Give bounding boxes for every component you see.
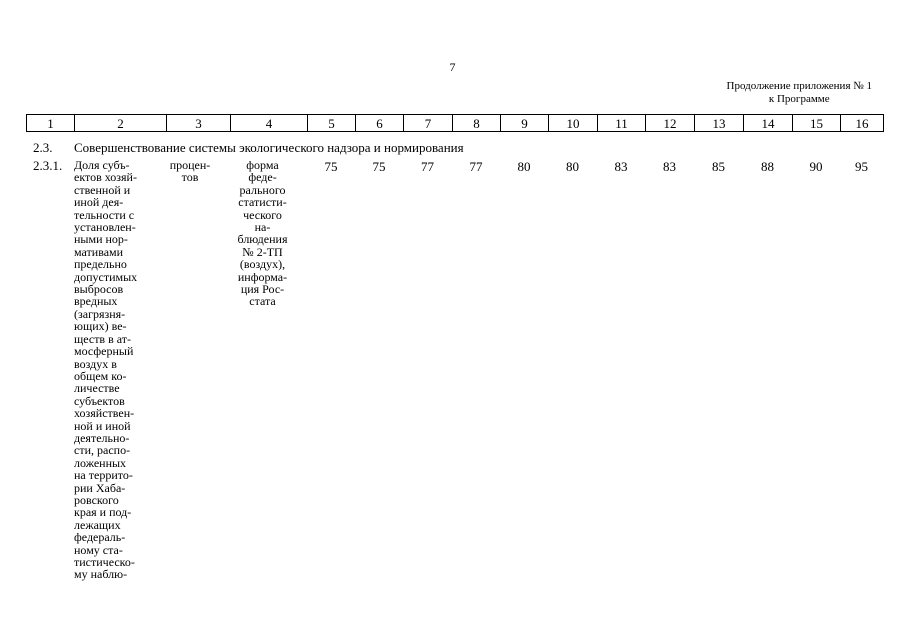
indicator-name-line: ственной и: [74, 182, 131, 197]
indicator-source-line: информа-: [237, 269, 288, 284]
indicator-unit-line: процен-: [169, 158, 211, 172]
header-cell: 2: [75, 115, 167, 132]
header-cell: 7: [404, 115, 453, 132]
indicator-value: 83: [663, 159, 676, 174]
indicator-name-line: тельности с: [74, 207, 135, 222]
header-cell: 4: [231, 115, 308, 132]
indicator-source-line: (воздух),: [239, 257, 286, 272]
indicator-value: 95: [855, 159, 868, 174]
indicator-name-line: субъектов: [74, 393, 125, 408]
indicator-name-line: ющих) ве-: [74, 319, 127, 334]
header-cell: 10: [549, 115, 598, 132]
indicator-number: 2.3.1.: [33, 158, 63, 173]
indicator-name-line: общем ко-: [74, 368, 127, 383]
continuation-line-2: к Программе: [768, 93, 830, 105]
indicator-source-line: № 2-ТП: [242, 244, 283, 259]
header-cell: 5: [308, 115, 356, 132]
indicator-value: 80: [566, 159, 579, 174]
indicator-value: 85: [712, 159, 725, 174]
indicator-name: [74, 159, 154, 581]
header-cell: 8: [453, 115, 501, 132]
page-number: 7: [449, 60, 456, 74]
indicator-value: 90: [809, 159, 823, 174]
continuation-line-1: Продолжение приложения № 1: [726, 80, 872, 92]
indicator-value: 75: [372, 159, 386, 174]
indicator-source-line: форма: [246, 158, 279, 172]
indicator-source-line: рального: [239, 182, 286, 197]
indicator-value: 75: [324, 159, 338, 174]
indicator-name-line: ному ста-: [74, 542, 123, 557]
indicator-name-line: федераль-: [74, 530, 126, 545]
indicator-source-line: феде-: [248, 170, 277, 185]
indicator-source-line: блюдения: [237, 232, 288, 247]
header-cell: 14: [744, 115, 793, 132]
indicator-name-line: лежащих: [74, 517, 121, 532]
indicator-name-line: рии Хаба-: [74, 480, 126, 495]
indicator-name-line: на террито-: [74, 468, 133, 483]
section-title: Совершенствование системы экологического надзора и нормирования: [74, 140, 464, 155]
indicator-source-line: стата: [249, 294, 276, 309]
section-number: 2.3.: [33, 140, 53, 155]
indicator-name-line: установлен-: [74, 220, 136, 235]
indicator-name-line: сти, распо-: [74, 443, 131, 458]
column-number-header: [26, 114, 884, 132]
indicator-name-line: ложенных: [74, 455, 127, 470]
indicator-name-line: ной и иной: [74, 418, 131, 433]
indicator-name-line: предельно: [74, 257, 127, 272]
indicator-name-line: допустимых: [74, 269, 138, 284]
header-cell: 12: [646, 115, 695, 132]
indicator-source-line: на-: [254, 220, 271, 235]
indicator-name-line: ровского: [74, 492, 119, 507]
indicator-unit: [165, 159, 215, 184]
indicator-name-line: мосферный: [74, 344, 134, 359]
indicator-name-line: ными нор-: [74, 232, 128, 247]
indicator-name-line: воздух в: [74, 356, 117, 371]
indicator-name-line: му наблю-: [74, 567, 128, 582]
indicator-name-line: хозяйствен-: [74, 406, 135, 421]
header-cell: 13: [695, 115, 744, 132]
header-cell: 6: [356, 115, 404, 132]
header-cell: 11: [598, 115, 646, 132]
indicator-value: 83: [614, 159, 628, 174]
indicator-name-line: края и под-: [74, 505, 132, 520]
header-cell: 3: [167, 115, 231, 132]
indicator-name-line: выбросов: [74, 282, 124, 297]
indicator-name-line: деятельно-: [74, 430, 130, 445]
header-cell: 16: [841, 115, 884, 132]
indicator-value: 77: [421, 159, 434, 174]
indicator-name-line: Доля субъ-: [74, 158, 130, 172]
indicator-source: [225, 159, 300, 308]
indicator-name-line: иной дея-: [74, 195, 124, 210]
indicator-name-line: ектов хозяй-: [74, 170, 137, 185]
indicator-name-line: вредных: [74, 294, 118, 309]
continuation-note: [727, 80, 872, 106]
header-cell: 15: [793, 115, 841, 132]
indicator-value: 77: [469, 159, 483, 174]
header-cell: 9: [501, 115, 549, 132]
indicator-value: 80: [517, 159, 531, 174]
header-cell: 1: [27, 115, 75, 132]
indicator-value: 88: [761, 159, 774, 174]
indicator-name-line: тистическо-: [74, 555, 135, 569]
indicator-name-line: (загрязня-: [74, 306, 126, 321]
indicator-source-line: статисти-: [238, 195, 287, 210]
indicator-name-line: личестве: [74, 381, 120, 396]
indicator-name-line: мативами: [74, 244, 124, 259]
indicator-unit-line: тов: [181, 170, 199, 185]
indicator-source-line: ция Рос-: [240, 282, 285, 297]
indicator-source-line: ческого: [243, 207, 282, 222]
indicator-name-line: ществ в ат-: [74, 331, 132, 346]
